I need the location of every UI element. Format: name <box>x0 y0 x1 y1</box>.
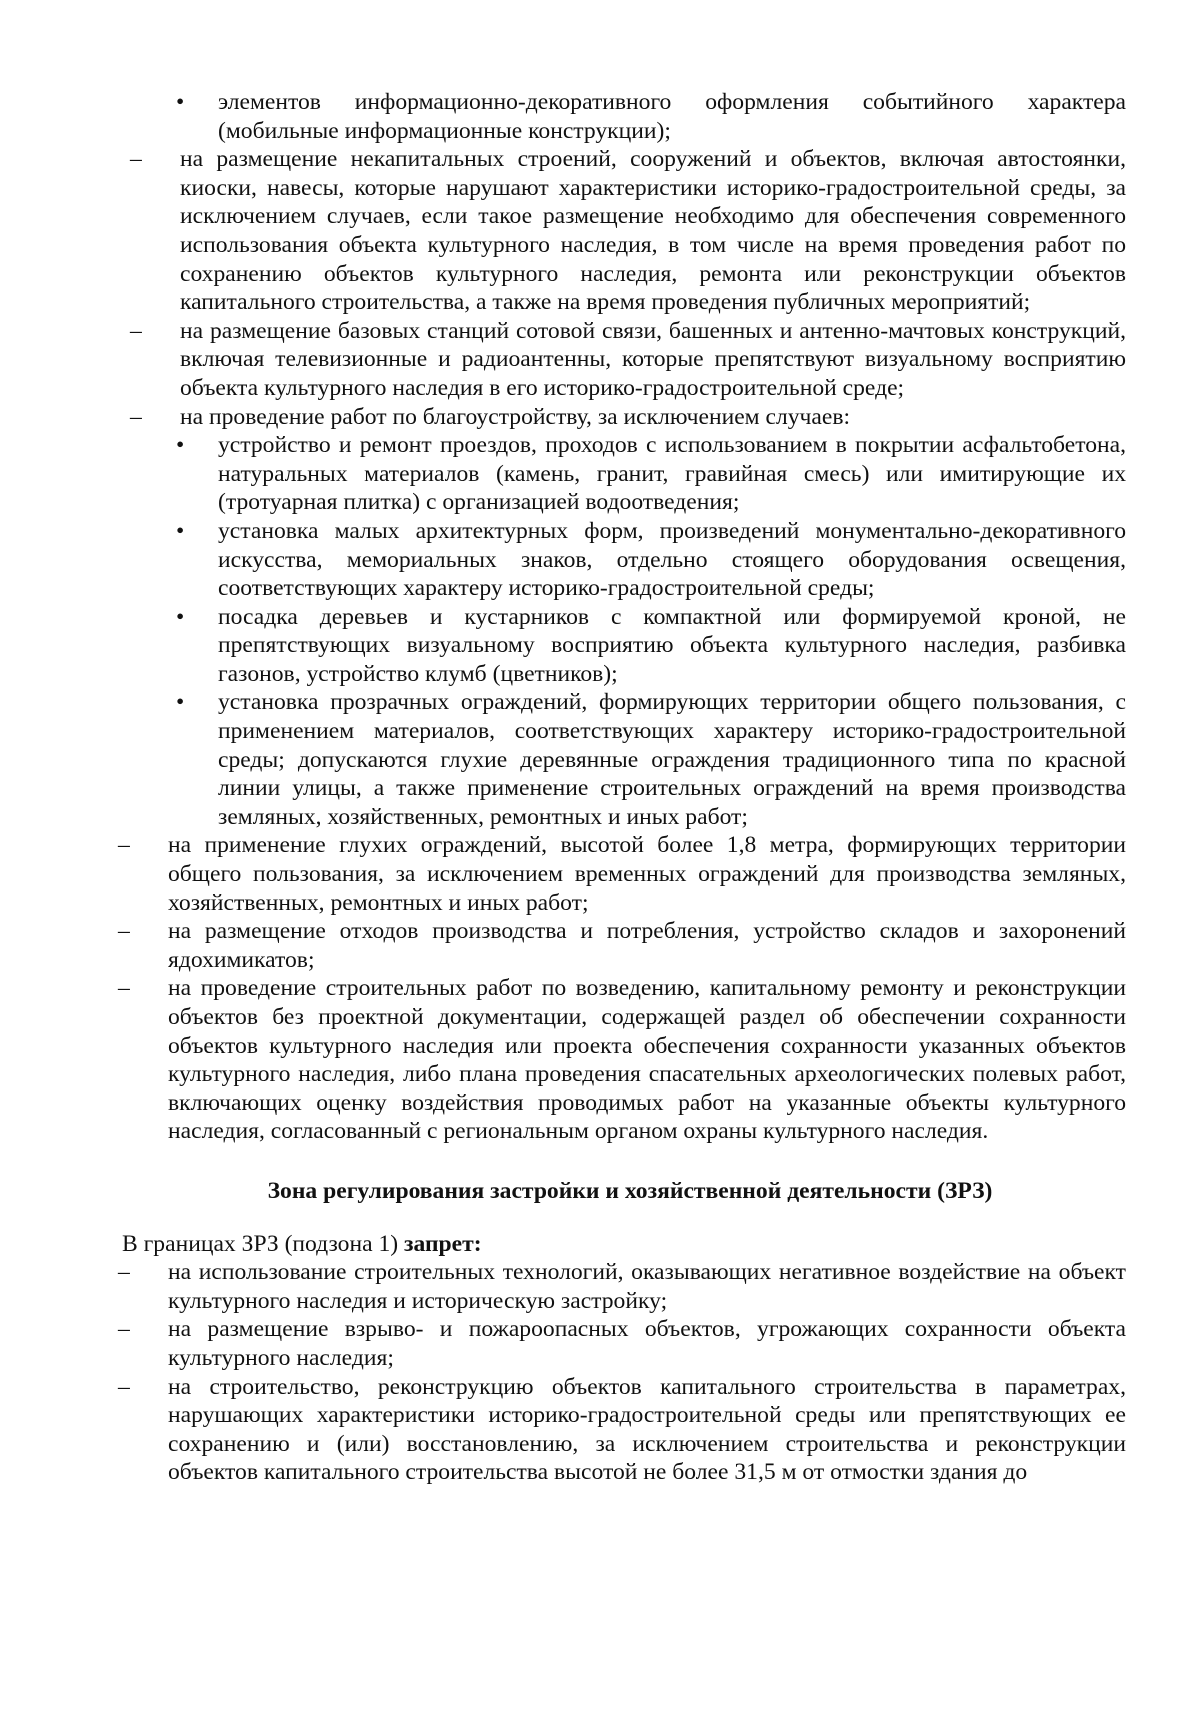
bullet-marker: • <box>176 689 185 716</box>
list-item-bullet <box>176 517 1126 603</box>
dash-marker: – <box>130 317 142 344</box>
list-item-dash <box>118 917 1126 974</box>
item-text: установка прозрачных ограждений, формирующих территории общего пользования, с применением материалов, соответствующих характеру историко-градостроительной среды; допускаются глухие деревянные ограждения традиционного типа по красной линии улицы, а также применение строительных ограждений на время производства земляных, хозяйственных, ремонтных и иных работ; <box>218 689 1126 830</box>
item-text: на проведение работ по благоустройству, за исключением случаев: <box>180 403 851 430</box>
section-intro <box>122 1230 1200 1259</box>
list-item-dash <box>130 145 1126 317</box>
item-text: на строительство, реконструкцию объектов капитального строительства в параметрах, нарушающих характеристики историко-градостроительной среды или препятствующих ее сохранению и (или) восстановлению, за исключением строительства и реконструкции объектов капитального строительства высотой не более 31,5 м от отмостки здания до <box>168 1373 1126 1486</box>
intro-bold-text: запрет: <box>404 1230 482 1257</box>
item-text: устройство и ремонт проездов, проходов с использованием в покрытии асфальтобетона, натуральных материалов (камень, гранит, гравийная смесь) или имитирующие их (тротуарная плитка) с организацией водоотведения; <box>218 432 1126 516</box>
dash-marker: – <box>118 975 130 1002</box>
item-text: на размещение отходов производства и потребления, устройство складов и захоронений ядохимикатов; <box>168 918 1126 973</box>
list-item-dash <box>130 403 1126 432</box>
item-text: на проведение строительных работ по возведению, капитальному ремонту и реконструкции объектов без проектной документации, содержащей раздел об обеспечении сохранности объектов культурного наследия или проекта обеспечения сохранности указанных объектов культурного наследия, либо плана проведения спасательных археологических полевых работ, включающих оценку воздействия проводимых работ на указанные объекты культурного наследия, согласованный с региональным органом охраны культурного наследия. <box>168 975 1126 1145</box>
item-text: установка малых архитектурных форм, произведений монументально-декоративного искусства, мемориальных знаков, отдельно стоящего оборудования освещения, соответствующих характеру историко-градостроительной среды; <box>218 517 1126 602</box>
list-item-dash <box>130 317 1126 403</box>
dash-marker: – <box>118 1259 130 1286</box>
list-item-bullet <box>176 88 1126 145</box>
item-text: элементов информационно-декоративного оформления событийного характера (мобильные информационные конструкции); <box>218 89 1126 144</box>
item-text: на использование строительных технологий, оказывающих негативное воздействие на объект культурного наследия и историческую застройку; <box>168 1259 1126 1314</box>
list-item-bullet <box>176 603 1126 689</box>
list-item-bullet <box>176 431 1126 517</box>
list-item-dash <box>118 1258 1126 1315</box>
bullet-marker: • <box>176 517 185 544</box>
list-item-bullet <box>176 688 1126 831</box>
bullet-marker: • <box>176 432 185 459</box>
item-text: на размещение некапитальных строений, сооружений и объектов, включая автостоянки, киоски, навесы, которые нарушают характеристики историко-градостроительной среды, за исключением случаев, если такое размещение необходимо для обеспечения современного использования объекта культурного наследия, в том числе на время проведения работ по сохранению объектов культурного наследия, ремонта или реконструкции объектов капитального строительства, а также на время проведения публичных мероприятий; <box>180 146 1126 316</box>
list-item-dash <box>118 1373 1126 1487</box>
list-item-dash <box>118 974 1126 1146</box>
bullet-marker: • <box>176 603 185 630</box>
item-text: на размещение взрыво- и пожароопасных объектов, угрожающих сохранности объекта культурного наследия; <box>168 1316 1126 1371</box>
dash-marker: – <box>130 403 142 430</box>
list-item-dash <box>118 1315 1126 1372</box>
item-text: на применение глухих ограждений, высотой более 1,8 метра, формирующих территории общего пользования, за исключением временных ограждений для производства земляных, хозяйственных, ремонтных и иных работ; <box>168 832 1126 916</box>
bullet-marker: • <box>176 89 185 115</box>
document-body <box>0 88 1200 1487</box>
dash-marker: – <box>118 1373 130 1400</box>
item-text: на размещение базовых станций сотовой связи, башенных и антенно-мачтовых конструкций, включая телевизионные и радиоантенны, которые препятствуют визуальному восприятию объекта культурного наследия в его историко-градостроительной среде; <box>180 317 1126 401</box>
section-heading: Зона регулирования застройки и хозяйственной деятельности (ЗРЗ) <box>267 1177 993 1204</box>
dash-marker: – <box>118 918 130 945</box>
dash-marker: – <box>118 832 130 859</box>
dash-marker: – <box>118 1316 130 1343</box>
list-item-dash <box>118 831 1126 917</box>
intro-text: В границах ЗРЗ (подзона 1) <box>122 1230 404 1257</box>
dash-marker: – <box>130 146 142 173</box>
item-text: посадка деревьев и кустарников с компактной или формируемой кроной, не препятствующих визуальному восприятию объекта культурного наследия, разбивка газонов, устройство клумб (цветников); <box>218 603 1126 687</box>
